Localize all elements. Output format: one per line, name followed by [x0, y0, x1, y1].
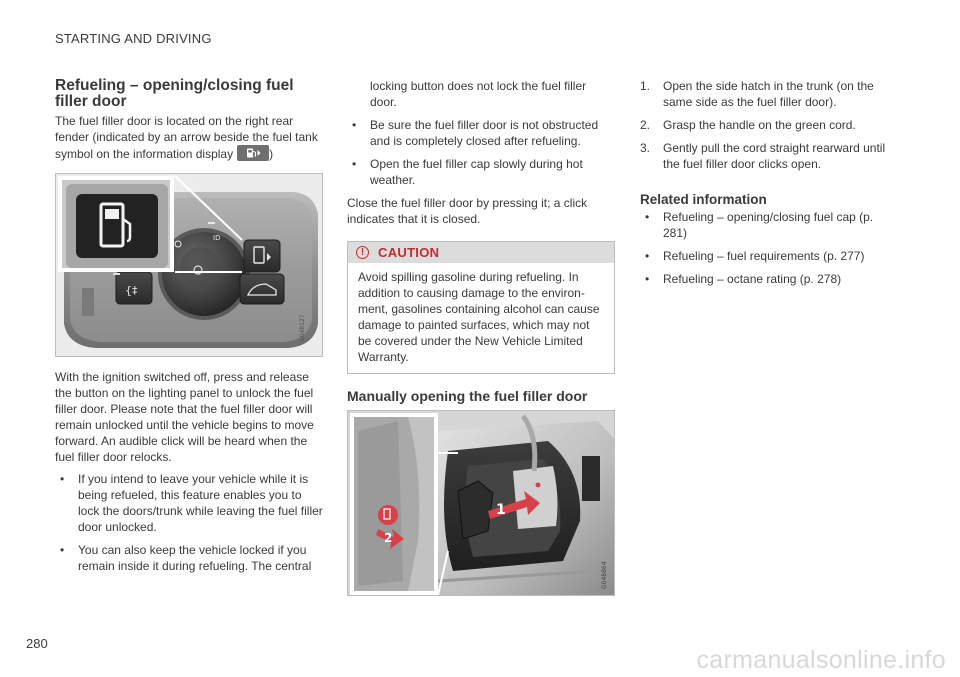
lighting-panel-figure — [55, 173, 323, 357]
watermark: carmanualsonline.info — [696, 646, 946, 674]
svg-text:ID: ID — [213, 234, 221, 242]
closing-paragraph: Close the fuel filler door by pressing it; a click indicates that it is closed. — [347, 196, 588, 226]
related-link[interactable]: • Refueling – opening/closing fuel cap (p. 281) — [645, 210, 874, 240]
related-link[interactable]: • Refueling – octane rating (p. 278) — [645, 272, 842, 286]
warning-icon: ! — [356, 246, 369, 259]
list-item: • If you intend to leave your vehicle while it is being refueled, this feature enables you to lock the doors/trunk while leaving the fuel filler door unlocked. — [60, 472, 323, 534]
caution-box — [347, 241, 615, 374]
svg-text:{‡: {‡ — [125, 284, 138, 297]
intro-end: ) — [269, 147, 274, 161]
list-item: • You can also keep the vehicle locked if you remain inside it during refueling. The central — [60, 543, 312, 573]
figure-code: G048127 — [299, 314, 306, 342]
caution-label: CAUTION — [378, 245, 440, 260]
section-title: Refueling – opening/closing fuel filler door — [55, 77, 294, 110]
step-item: 3. Gently pull the cord straight rearward until the fuel filler door clicks open. — [640, 141, 886, 171]
main-paragraph: With the ignition switched off, press and release the button on the lighting panel to unlock the fuel filler door. Please note that the fuel filler door will remain unlocked until the vehicle begins to move forward. An audible click will be heard when the fuel filler door relocks. — [55, 370, 314, 464]
caution-header — [348, 242, 614, 263]
page-header: STARTING AND DRIVING — [55, 31, 212, 46]
caution-text: Avoid spilling gasoline during refueling. In addition to causing damage to the environ-ment, gasolines containing alcohol can cause damage to painted surfaces, which may not be covered under the New Vehicle Limited Warranty. — [358, 270, 600, 364]
column-1 — [55, 78, 323, 581]
column-2 — [347, 78, 615, 596]
list-item: • Be sure the fuel filler door is not obstructed and is completely closed after refueling. — [352, 118, 599, 148]
step-item: 2. Grasp the handle on the green cord. — [640, 118, 856, 132]
trunk-figure — [347, 410, 615, 596]
intro-text: The fuel filler door is located on the right rear fender (indicated by an arrow beside the fuel tank symbol on the information display — [55, 114, 318, 161]
subsection-title: Manually opening the fuel filler door — [347, 388, 588, 404]
related-link[interactable]: • Refueling – fuel requirements (p. 277) — [645, 249, 865, 263]
list-item: • Open the fuel filler cap slowly during hot weather. — [352, 157, 583, 187]
related-title: Related information — [640, 192, 767, 207]
step-1-label: 1 — [496, 502, 506, 518]
fuel-door-button-icon — [237, 145, 269, 161]
list-item-continuation: locking button does not lock the fuel filler door. — [370, 79, 587, 109]
step-item: 1. Open the side hatch in the trunk (on the same side as the fuel filler door). — [640, 79, 874, 109]
intro-paragraph — [55, 113, 323, 162]
page-number: 280 — [26, 636, 48, 651]
figure-code: G048864 — [601, 561, 608, 589]
step-2-label: 2 — [384, 531, 393, 545]
column-3 — [640, 78, 900, 294]
